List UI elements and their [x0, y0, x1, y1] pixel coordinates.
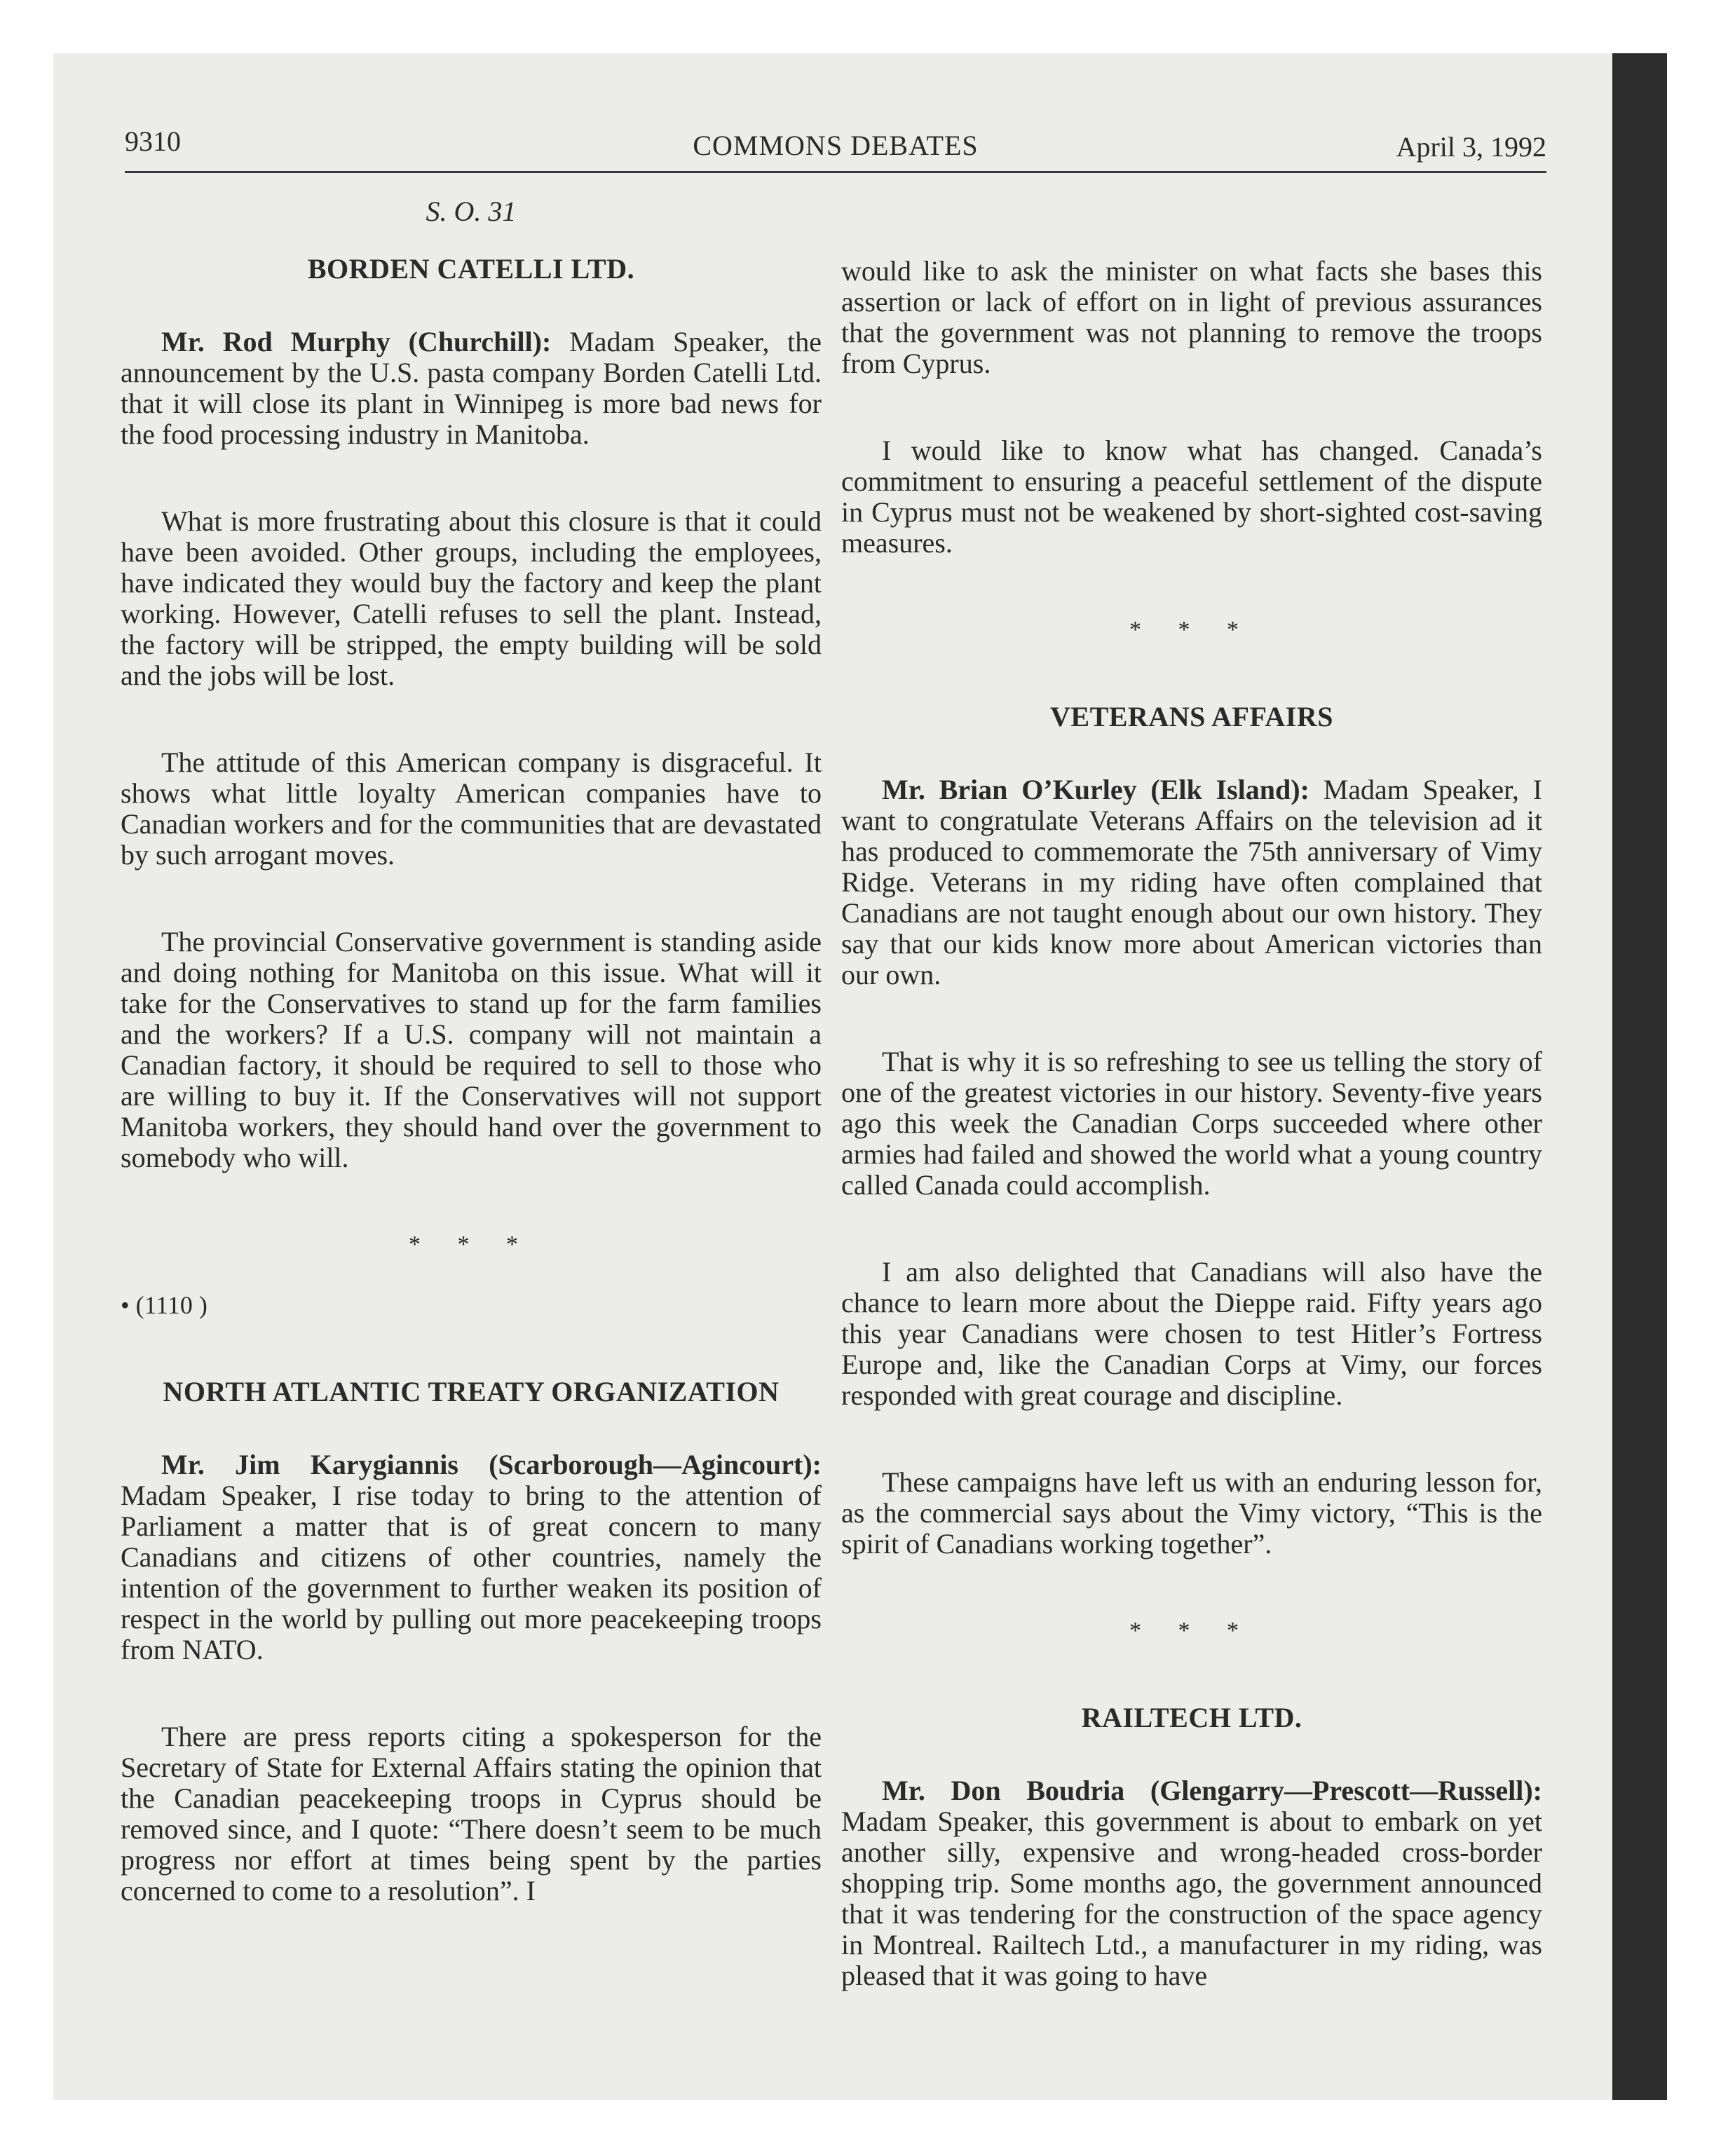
paragraph-continuation: would like to ask the minister on what facts she bases this assertion or lack of effort on in light of previous assurances that the government was not planning to remove the troops from Cyprus. [841, 255, 1542, 379]
paragraph: I would like to know what has changed. Canada’s commitment to ensuring a peaceful settlement of the dispute in Cyprus must not be weakened by short-sighted cost-saving measures. [841, 435, 1542, 559]
paragraph: The attitude of this American company is disgraceful. It shows what little loyalty American companies have to Canadian workers and for the communities that are devastated by such arrogant moves. [121, 746, 822, 871]
paragraph: That is why it is so refreshing to see us telling the story of one of the greatest victories in our history. Seventy-five years ago this week the Canadian Corps succeeded where other armies had failed and showed the world what a young country called Canada could accomplish. [841, 1046, 1542, 1201]
standing-order-label: S. O. 31 [426, 196, 517, 227]
section-heading: NORTH ATLANTIC TREATY ORGANIZATION [163, 1376, 780, 1407]
section-separator: * * * [409, 1231, 533, 1257]
speaker-name: Mr. Rod Murphy (Churchill): [161, 326, 552, 357]
speaker-name: Mr. Don Boudria (Glengarry—Prescott—Russell): [882, 1775, 1542, 1806]
section-separator: * * * [1129, 617, 1254, 643]
paragraph [121, 1449, 822, 1665]
section-heading: VETERANS AFFAIRS [1050, 701, 1333, 732]
paragraph: These campaigns have left us with an enduring lesson for, as the commercial says about the Vimy victory, “This is the spirit of Canadians working together”. [841, 1466, 1542, 1560]
scan-edge-shadow [1612, 53, 1667, 2100]
paragraph: I am also delighted that Canadians will also have the chance to learn more about the Dieppe raid. Fifty years ago this year Canadians were chosen to test Hitler’s Fortress Europe and, like the Canadian Corps at Vimy, our forces responded with great courage and discipline. [841, 1256, 1542, 1411]
paragraph [841, 775, 1542, 990]
paragraph: What is more frustrating about this closure is that it could have been avoided. Other groups, including the employees, have indicated they would buy the factory and keep the plant working. However, Catelli refuses to sell the plant. Instead, the factory will be stripped, the empty building will be sold and the jobs will be lost. [121, 505, 822, 691]
page-header [125, 125, 1546, 173]
paragraph [121, 327, 822, 450]
publication-title: COMMONS DEBATES [693, 130, 979, 161]
section-heading: RAILTECH LTD. [1081, 1702, 1302, 1733]
paragraph [841, 1775, 1542, 1991]
paragraph: There are press reports citing a spokesperson for the Secretary of State for External Affairs stating the opinion that the Canadian peacekeeping troops in Cyprus should be removed since, and I quote: “There doesn’t seem to be much progress nor effort at times being spent by the parties concerned to come to a resolution”. I [121, 1721, 822, 1906]
page-number: 9310 [125, 125, 181, 157]
speaker-name: Mr. Jim Karygiannis (Scarborough—Agincourt): [161, 1449, 822, 1480]
right-column [841, 256, 1542, 1991]
publication-date: April 3, 1992 [1396, 131, 1546, 163]
paragraph-text: Madam Speaker, this government is about to embark on yet another silly, expensive and wrong-headed cross-border shopping trip. Some months ago, the government announced that it was tendering for the construction of the space agency in Montreal. Railtech Ltd., a manufacturer in my riding, was pleased that it was going to have [841, 1806, 1542, 1991]
speaker-name: Mr. Brian O’Kurley (Elk Island): [882, 774, 1309, 805]
section-heading: BORDEN CATELLI LTD. [307, 253, 635, 285]
left-column [121, 196, 822, 1906]
paragraph: The provincial Conservative government is standing aside and doing nothing for Manitoba on this issue. What will it take for the Conservatives to stand up for the farm families and the workers? If a U.S. company will not maintain a Canadian factory, it should be required to sell to those who are willing to buy it. If the Conservatives will not support Manitoba workers, they should hand over the government to somebody who will. [121, 926, 822, 1173]
time-marker: • (1110 ) [121, 1291, 207, 1319]
section-separator: * * * [1129, 1618, 1254, 1644]
paragraph-text: Madam Speaker, I rise today to bring to the attention of Parliament a matter that is of great concern to many Canadians and citizens of other countries, namely the intention of the government to further weaken its position of respect in the world by pulling out more peacekeeping troops from NATO. [121, 1480, 822, 1665]
paragraph-text: Madam Speaker, the announcement by the U.S. pasta company Borden Catelli Ltd. that it will close its plant in Winnipeg is more bad news for the food processing industry in Manitoba. [121, 326, 822, 450]
paragraph-text: Madam Speaker, I want to congratulate Veterans Affairs on the television ad it has produced to commemorate the 75th anniversary of Vimy Ridge. Veterans in my riding have often complained that Canadians are not taught enough about our own history. They say that our kids know more about American victories than our own. [841, 774, 1543, 990]
